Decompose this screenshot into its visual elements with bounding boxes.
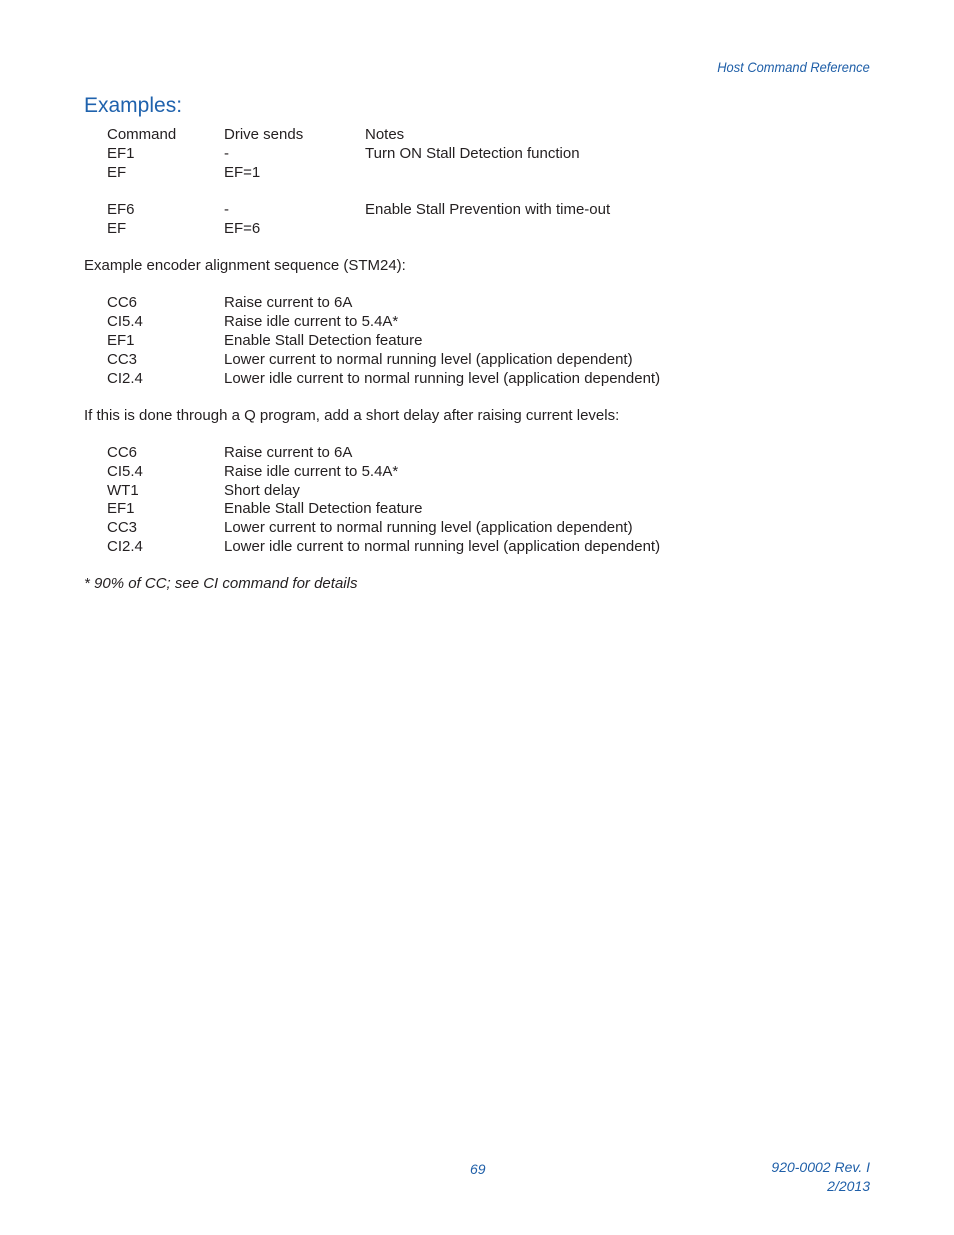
table-cell-notes: Enable Stall Prevention with time-out (365, 201, 611, 218)
sequence-description: Enable Stall Detection feature (224, 332, 423, 349)
sequence-description: Raise idle current to 5.4A* (224, 463, 399, 480)
sequence-command: CC6 (107, 444, 138, 461)
sequence-description: Raise idle current to 5.4A* (224, 313, 399, 330)
document-id: 920-0002 Rev. I (771, 1159, 870, 1175)
sequence2-intro: If this is done through a Q program, add a short delay after raising current levels: (84, 407, 620, 424)
sequence-description: Enable Stall Detection feature (224, 500, 423, 517)
sequence-description: Lower current to normal running level (application dependent) (224, 519, 633, 536)
sequence-command: EF1 (107, 500, 135, 517)
page-number: 69 (470, 1161, 486, 1177)
section-title: Examples: (84, 94, 183, 117)
sequence-description: Raise current to 6A (224, 444, 353, 461)
sequence-description: Lower idle current to normal running level (application dependent) (224, 370, 661, 387)
table-cell-notes: Turn ON Stall Detection function (365, 145, 580, 162)
table-cell-drive-sends: EF=6 (224, 220, 261, 237)
table-cell-command: EF (107, 220, 127, 237)
table-cell-command: EF1 (107, 145, 135, 162)
table-cell-drive-sends: EF=1 (224, 164, 261, 181)
table-cell-command: EF6 (107, 201, 135, 218)
sequence-description: Raise current to 6A (224, 294, 353, 311)
sequence-command: CI5.4 (107, 463, 143, 480)
table-cell-command: EF (107, 164, 127, 181)
sequence-command: WT1 (107, 482, 139, 499)
footnote: * 90% of CC; see CI command for details (84, 575, 358, 592)
column-header-notes: Notes (365, 126, 405, 143)
sequence-description: Lower current to normal running level (application dependent) (224, 351, 633, 368)
sequence-command: CC3 (107, 519, 138, 536)
column-header-command: Command (107, 126, 177, 143)
table-cell-drive-sends: - (224, 201, 229, 218)
sequence-command: CI2.4 (107, 538, 143, 555)
running-header: Host Command Reference (717, 59, 870, 75)
sequence-command: CI5.4 (107, 313, 143, 330)
sequence-command: EF1 (107, 332, 135, 349)
sequence-description: Short delay (224, 482, 300, 499)
document-date: 2/2013 (827, 1178, 870, 1194)
sequence-command: CC3 (107, 351, 138, 368)
column-header-drive-sends: Drive sends (224, 126, 304, 143)
sequence-command: CC6 (107, 294, 138, 311)
sequence-description: Lower idle current to normal running level (application dependent) (224, 538, 661, 555)
table-cell-drive-sends: - (224, 145, 229, 162)
sequence-command: CI2.4 (107, 370, 143, 387)
sequence1-intro: Example encoder alignment sequence (STM24): (84, 257, 406, 274)
document-revision (771, 1158, 870, 1196)
